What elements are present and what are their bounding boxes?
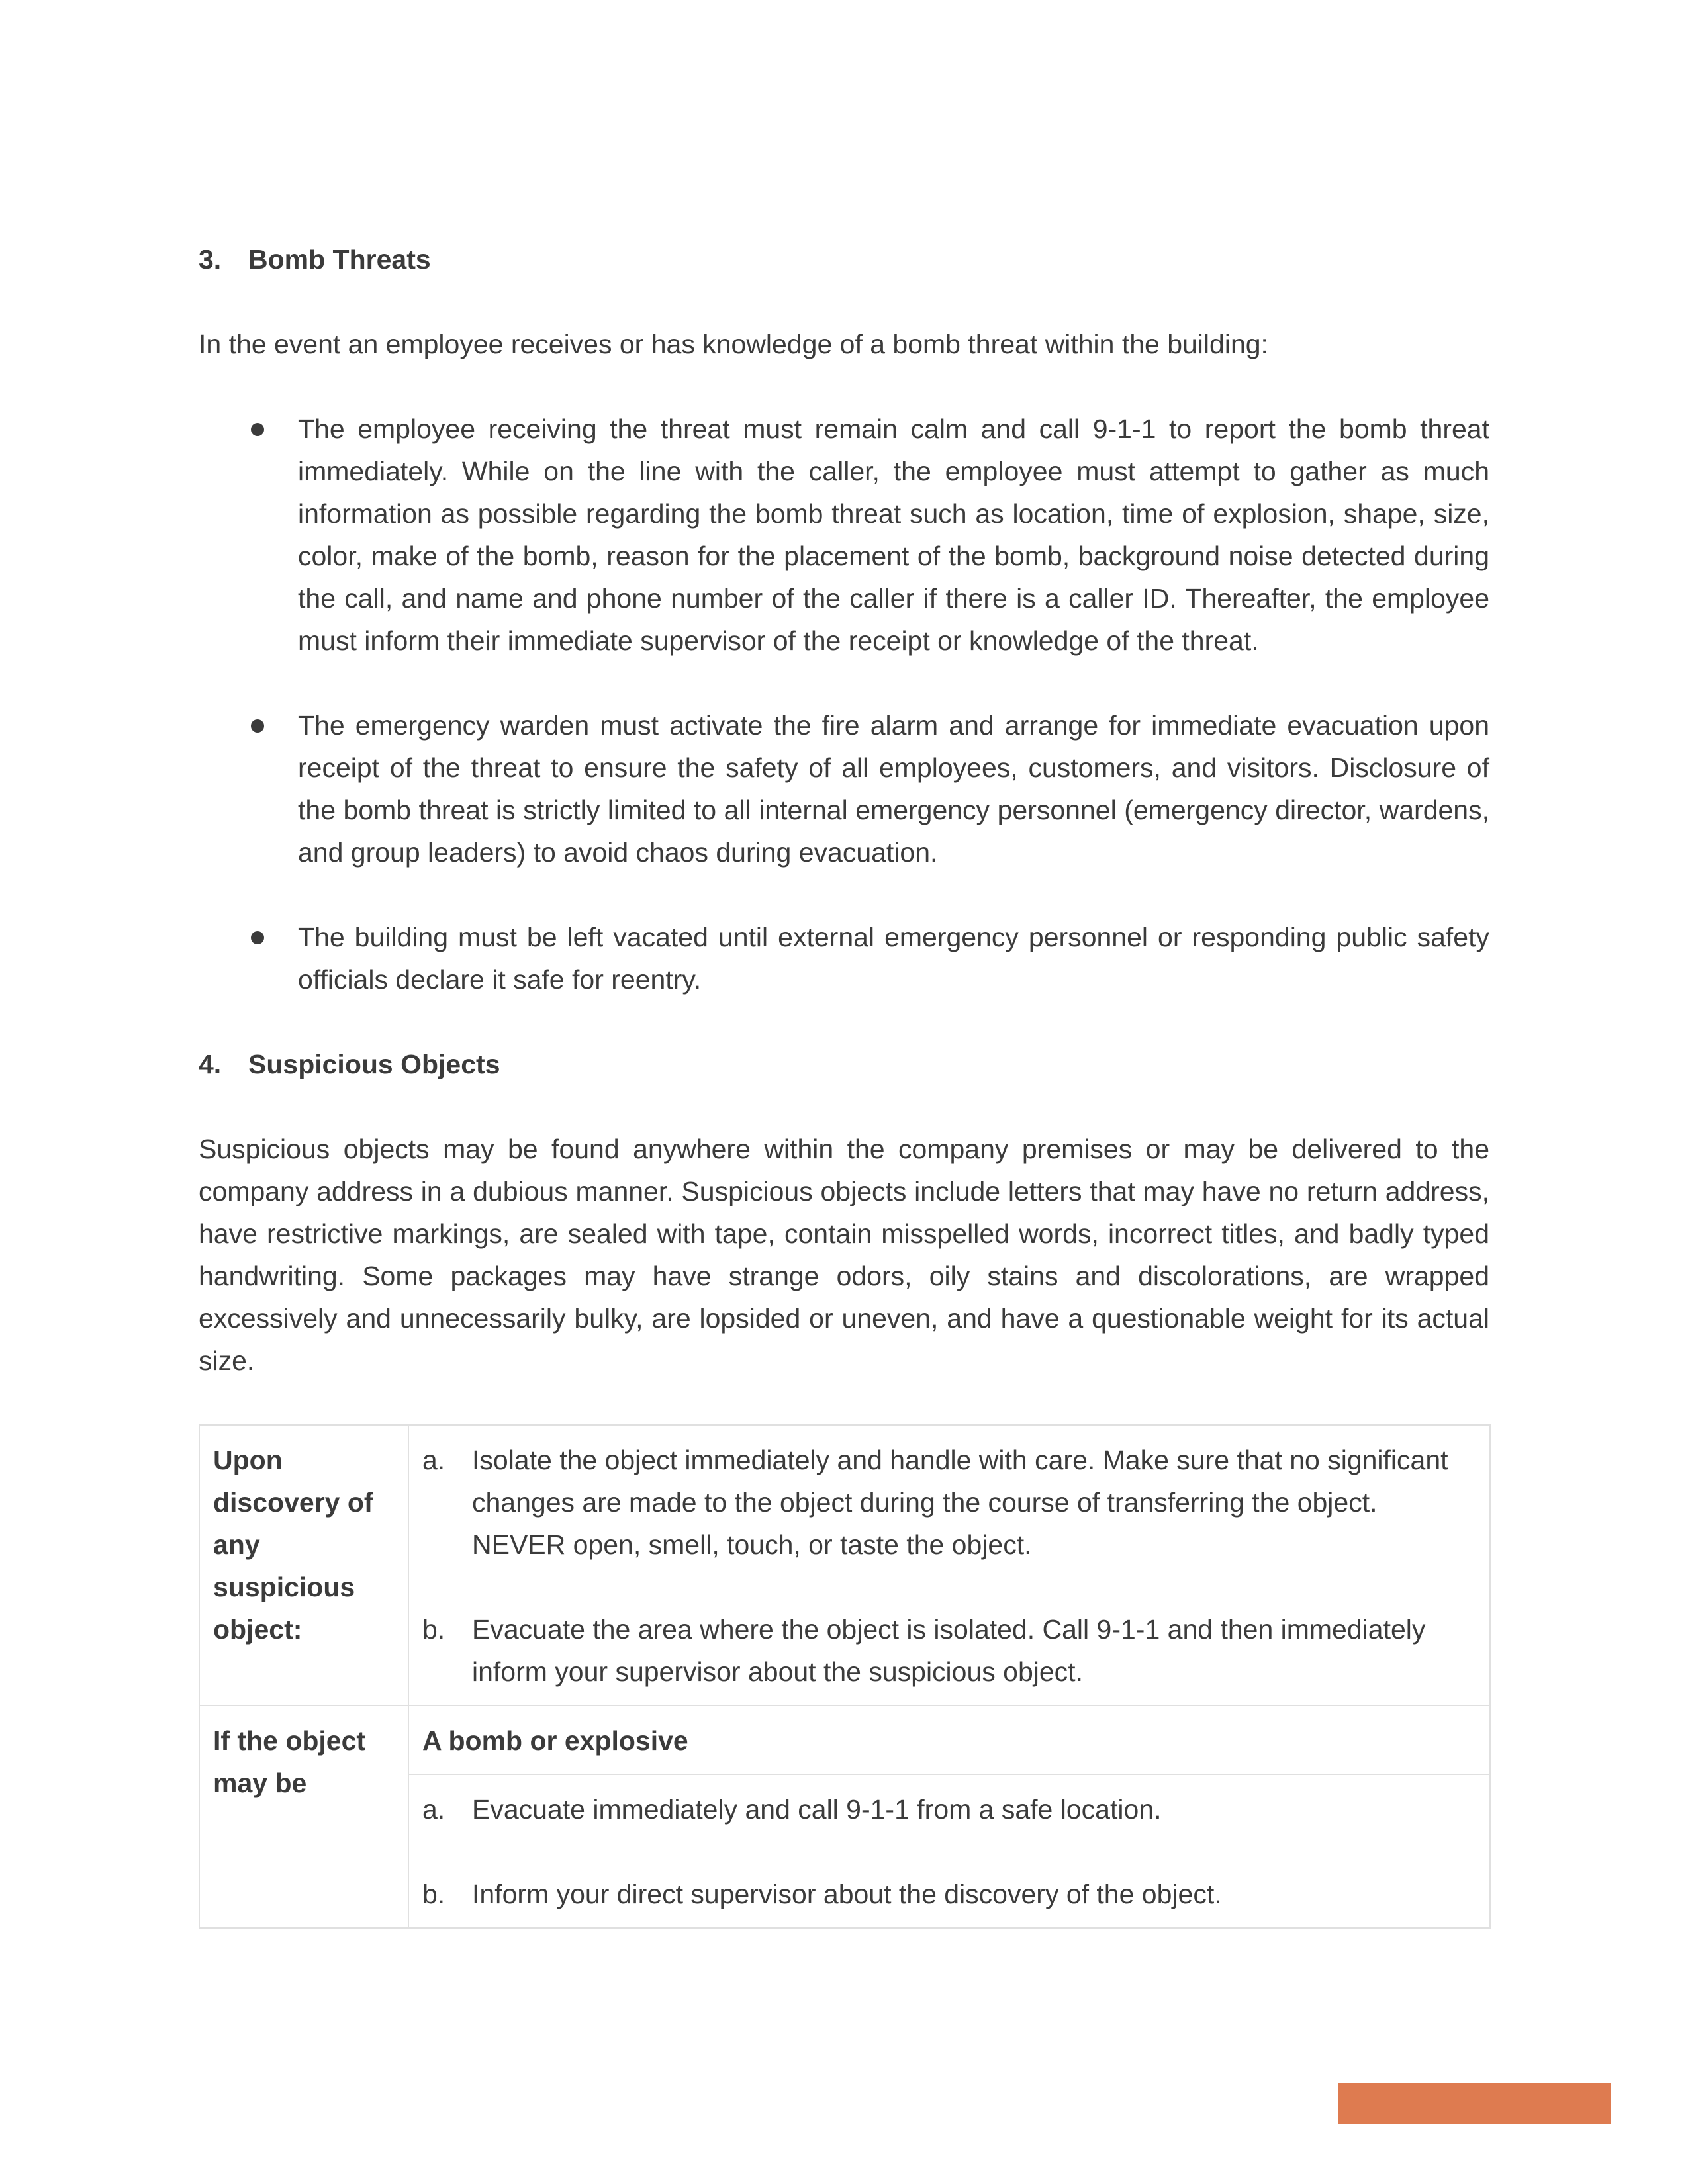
- suspicious-objects-paragraph: Suspicious objects may be found anywhere within the company premises or may be delivered to the company address in a dubious manner. Suspicious objects include letters that may have no return address, have restrictive markings, are sealed with tape, contain misspelled words, incorrect titles, and badly typed handwriting. Some packages may have strange odors, oily stains and discolorations, are wrapped excessively and unnecessarily bulky, are lopsided or uneven, and have a questionable weight for its actual size.: [199, 1134, 1489, 1376]
- bomb-threat-bullet-list: [199, 408, 1489, 1001]
- step-item: [422, 1873, 1476, 1915]
- footer-accent-bar: [1338, 2083, 1611, 2124]
- bullet-item: [199, 916, 1489, 1001]
- bullet-text: The emergency warden must activate the fire alarm and arrange for immediate evacuation upon receipt of the threat to ensure the safety of all employees, customers, and visitors. Disclosure of the bomb threat is strictly limited to all internal emergency personnel (emergency director, wardens, and group leaders) to avoid chaos during evacuation.: [298, 710, 1489, 868]
- section-number: 3.: [199, 244, 222, 275]
- table-row: [199, 1706, 1490, 1774]
- row-steps-cell: [408, 1774, 1490, 1928]
- row-subheading: A bomb or explosive: [408, 1706, 1490, 1774]
- bullet-text: The employee receiving the threat must remain calm and call 9-1-1 to report the bomb threat immediately. While on the line with the caller, the employee must attempt to gather as much information as possible regarding the bomb threat such as location, time of explosion, shape, size, color, make of the bomb, reason for the placement of the bomb, background noise detected during the call, and name and phone number of the caller if there is a caller ID. Thereafter, the employee must inform their immediate supervisor of the receipt or knowledge of the threat.: [298, 414, 1489, 656]
- step-letter: a.: [422, 1794, 445, 1825]
- suspicious-object-procedure-table: [199, 1424, 1491, 1929]
- bullet-icon: [199, 916, 298, 1001]
- step-item: [422, 1788, 1476, 1831]
- step-letter: b.: [422, 1879, 445, 1909]
- section-heading-bomb-threats: [199, 238, 1489, 281]
- step-text: Evacuate the area where the object is isolated. Call 9-1-1 and then immediately inform your supervisor about the suspicious object.: [472, 1614, 1426, 1687]
- bullet-text: The building must be left vacated until external emergency personnel or responding public safety officials declare it safe for reentry.: [298, 922, 1489, 995]
- row-label: If the object may be: [199, 1706, 408, 1928]
- section-number: 4.: [199, 1049, 222, 1079]
- row-steps-cell: [408, 1425, 1490, 1706]
- section-title: Bomb Threats: [248, 244, 431, 275]
- bullet-item: [199, 704, 1489, 874]
- step-text: Isolate the object immediately and handle with care. Make sure that no significant changes are made to the object during the course of transferring the object. NEVER open, smell, touch, or taste the object.: [472, 1445, 1448, 1560]
- step-letter: a.: [422, 1445, 445, 1475]
- bullet-item: [199, 408, 1489, 662]
- document-page: [199, 238, 1489, 1929]
- step-letter: b.: [422, 1614, 445, 1645]
- row-label: Upon discovery of any suspicious object:: [199, 1425, 408, 1706]
- bullet-icon: [199, 704, 298, 874]
- step-text: Evacuate immediately and call 9-1-1 from a safe location.: [472, 1794, 1162, 1825]
- table-row: [199, 1425, 1490, 1706]
- step-item: [422, 1608, 1476, 1693]
- section-title: Suspicious Objects: [248, 1049, 500, 1079]
- step-text: Inform your direct supervisor about the discovery of the object.: [472, 1879, 1222, 1909]
- step-item: [422, 1439, 1476, 1566]
- section-heading-suspicious-objects: [199, 1043, 1489, 1085]
- bomb-threat-intro: In the event an employee receives or has knowledge of a bomb threat within the building:: [199, 329, 1268, 359]
- bullet-icon: [199, 408, 298, 662]
